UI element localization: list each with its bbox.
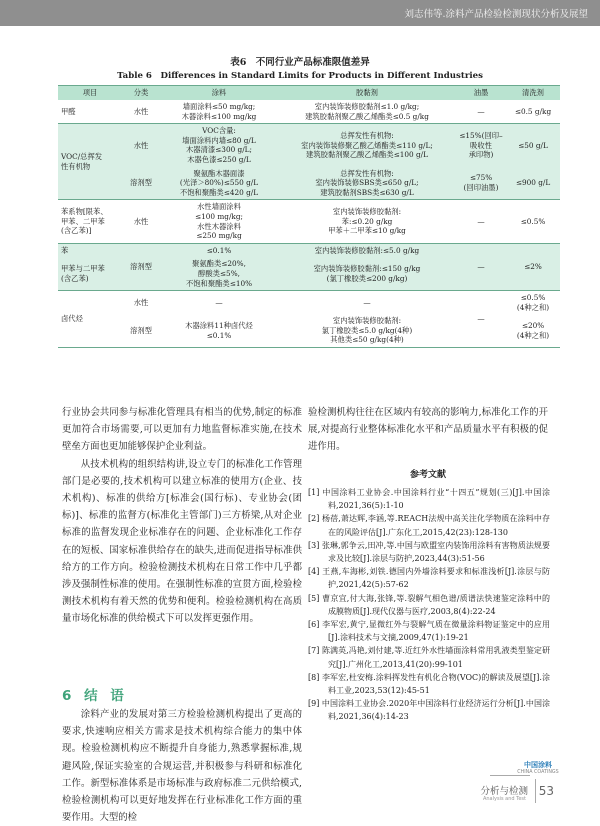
cell-line: ≤100 mg/kg; xyxy=(195,211,243,221)
running-head-text: 刘志伟等.涂料产品检验检测现状分析及展望 xyxy=(404,9,588,20)
reference-item: [6] 李军宏,黄宁,显微红外与裂解气质在微量涂料物证鉴定中的应用[J].涂料技术与文摘,2009,47(1):19-21 xyxy=(308,620,550,643)
cell-ink xyxy=(456,124,506,167)
cell-coating xyxy=(160,124,278,167)
reference-item: [9] 中国涂料工业协会.2020年中国涂料行业经济运行分析[J].中国涂料,2021,36(4):14-23 xyxy=(308,699,550,722)
cell-line: 醇酸类≤5%, xyxy=(198,268,240,278)
cell-line: ≤0.5% xyxy=(520,293,546,303)
cell-item: 苯 xyxy=(58,243,122,257)
cell-ink: — xyxy=(456,291,506,348)
cell-line: (4种之和) xyxy=(516,302,550,312)
journal-logo xyxy=(516,760,560,775)
cell-adhesive xyxy=(278,167,456,200)
reference-item: [2] 杨蓓,萧达辉,李涵,等.REACH法规中高关注化学物质在涂料中存在的风险评估[J].广东化工,2015,42(23):128-130 xyxy=(308,514,550,537)
reference-item: [4] 王燕,车海彬,刘铁.德国内外墙涂料要求和标准浅析[J].涂层与防护,2021,42(5):57-62 xyxy=(308,567,550,590)
cell-cleaner: ≤900 g/L xyxy=(506,167,560,200)
cell-line: 墙面涂料内墙≤80 g/L xyxy=(182,135,256,145)
cell-line: 木器色漆≤250 g/L xyxy=(187,154,251,164)
cell-line: (含乙苯) xyxy=(61,273,89,283)
cell-line: 木器清漆≤300 g/L; xyxy=(186,145,252,155)
cell-class: 溶剂型 xyxy=(122,243,160,290)
reference-item: [7] 陈满英,冯艳,刘付建,等.近红外水性墙面涂料常用乳液类型鉴定研究[J].广州化工,2013,41(20):99-101 xyxy=(308,646,550,669)
table-row xyxy=(58,124,560,167)
cell-line: 性有机物 xyxy=(61,161,91,171)
cell-line: ≤20% xyxy=(521,321,545,331)
references-heading: 参考文献 xyxy=(409,470,446,480)
cell-coating xyxy=(160,167,278,200)
cell-adhesive xyxy=(278,100,456,124)
footer-rule xyxy=(490,775,530,776)
table-row xyxy=(58,243,560,257)
cell-line: 墙面涂料≤50 mg/kg; xyxy=(182,102,256,111)
table-caption-en: Table 6 Differences in Standard Limits for Products in Different Industries xyxy=(117,71,483,81)
cell-cleaner: ≤50 g/L xyxy=(506,124,560,167)
cell-item xyxy=(58,200,122,243)
cell-line: 室内装饰装修聚乙酸乙烯酯类≤110 g/L; xyxy=(301,140,433,150)
cell-line: 甲苯、二甲苯 xyxy=(61,216,105,226)
cell-line: 苯系物[限苯、 xyxy=(61,207,108,217)
cell-line: 苯:≤0.20 g/kg xyxy=(341,216,393,226)
cell-line: ≤0.1% xyxy=(206,330,232,340)
cell-line: 承印物) xyxy=(468,150,494,160)
cell-adhesive: 室内装饰装修胶黏剂:≤5.0 g/kg xyxy=(278,243,456,257)
reference-item: [1] 中国涂料工业协会.中国涂料行业“十四五”规划(三)[J].中国涂料,2021,36(5):1-10 xyxy=(308,488,550,511)
cell-class: 水性 xyxy=(122,124,160,167)
cell-line: 水性墙面涂料 xyxy=(197,202,241,212)
paragraph: 行业协会共同参与标准化管理具有相当的优势,制定的标准更加符合市场需要,可以更加有力地监督标准实施,在技术壁垒方面也更加能够保护企业利益。 xyxy=(62,407,302,453)
cell-coating xyxy=(160,314,278,347)
cell-item xyxy=(58,257,122,290)
cell-line: 建筑胶黏剂聚乙酸乙烯酯类≤100 g/L xyxy=(306,150,428,160)
cell-line: 氯丁橡胶类≤5.0 g/kg(4种) xyxy=(321,325,413,335)
cell-line: 吸收性 xyxy=(470,140,492,150)
cell-item xyxy=(58,124,122,200)
col-header-item: 项目 xyxy=(58,86,122,101)
cell-cleaner: ≤2% xyxy=(506,243,560,290)
table-row xyxy=(58,167,560,200)
standards-table xyxy=(58,85,560,348)
cell-adhesive: — xyxy=(278,291,456,315)
col-header-cleaner: 清洗剂 xyxy=(506,86,560,101)
cell-line: 木器涂料≤100 mg/kg xyxy=(181,111,257,121)
table-row xyxy=(58,100,560,124)
cell-line: (回印油墨) xyxy=(463,182,499,192)
paragraph: 涂料产业的发展对第三方检验检测机构提出了更高的要求,快速响应相关方需求是技术机构综合能力的集中体现。检验检测机构应不断提升自身能力,熟悉掌握标准,规避风险,保证实验室的合规运营,并积极参与科研和标准化工作。新型标准体系是市场标准与政府标准二元供给模式,检验检测机构可以更好地发挥在行业标准化工作方面的重要作用。大型的检 xyxy=(62,709,302,824)
reference-item: [8] 李军宏,杜安梅.涂料挥发性有机化合物(VOC)的解读及展望[J].涂料工业,2023,53(12):45-51 xyxy=(308,672,550,696)
cell-line: 建筑胶黏剂聚乙酸乙烯酯类≤0.5 g/kg xyxy=(305,111,429,121)
cell-cleaner xyxy=(506,291,560,315)
paragraph: 从技术机构的组织结构讲,设立专门的标准化工作管理部门是必要的,技术机构可以建立标准的使用方(企业、技术机构)、标准的供给方[标准会(国行标)、专业协会(团标)]、标准的监督方(标准化主管部门)三方桥梁,从对企业标准的监督发现企业标准存在的问题、企业标准化工作存在的短板、国家标准供给存在的缺失,进而促进指导标准供给方的工作方向。检验检测技术机构在日常工作中几乎都涉及强制性标准的使用。在强制性标准的宣贯方面,检验检测技术机构有着天然的优势和便利。检验检测机构在高质量市场化标准的供给模式下可以发挥更强作用。 xyxy=(62,458,302,625)
cell-line: (光泽＞80%)≤550 g/L xyxy=(179,178,259,188)
paragraph: 验检测机构往往在区域内有较高的影响力,标准化工作的开展,对提高行业整体标准化水平和产品质量水平有积极的促进作用。 xyxy=(308,407,548,453)
cell-ink: — xyxy=(456,243,506,290)
cell-line: VOC含量: xyxy=(202,126,236,136)
cell-line: 室内装饰装修胶黏剂: xyxy=(332,207,402,217)
cell-line: 总挥发性有机物: xyxy=(340,130,394,140)
body-left-column xyxy=(62,404,302,628)
cell-class: 水性 xyxy=(122,100,160,124)
cell-item: 卤代烃 xyxy=(58,291,122,348)
cell-coating xyxy=(160,100,278,124)
col-header-ink: 油墨 xyxy=(456,86,506,101)
cell-line: 甲苯＋二甲苯≤10 g/kg xyxy=(328,226,406,236)
table-caption-zh: 表6 不同行业产品标准限值差异 xyxy=(230,57,370,68)
cell-ink: — xyxy=(456,100,506,124)
logo-text: 中国涂料 xyxy=(524,761,552,769)
cell-line: VOC/总挥发 xyxy=(61,152,103,162)
cell-class: 水性 xyxy=(122,200,160,243)
col-header-coating: 涂料 xyxy=(160,86,278,101)
section-heading: 6 结 语 xyxy=(62,688,128,704)
cell-line: 甲苯与二甲苯 xyxy=(61,264,105,274)
cell-line: 总挥发性有机物: xyxy=(340,168,394,178)
footer-journal-name: 分析与检测 xyxy=(480,786,528,797)
cell-line: 其他类≤50 g/kg(4种) xyxy=(330,335,404,345)
cell-class: 水性 xyxy=(122,291,160,315)
cell-cleaner: ≤0.5% xyxy=(506,200,560,243)
cell-cleaner xyxy=(506,314,560,347)
cell-adhesive xyxy=(278,257,456,290)
cell-line: (4种之和) xyxy=(516,330,550,340)
cell-line: (含乙苯)] xyxy=(61,226,92,236)
cell-adhesive xyxy=(278,314,456,347)
cell-line: ≤75% xyxy=(469,173,493,183)
cell-cleaner: ≤0.5 g/kg xyxy=(506,100,560,124)
cell-item: 甲醛 xyxy=(58,100,122,124)
table-row xyxy=(58,200,560,243)
cell-line: 聚氨酯类≤20%, xyxy=(192,259,246,269)
page-number: 53 xyxy=(538,784,554,798)
table-header-row xyxy=(58,86,560,101)
running-header xyxy=(0,0,600,26)
cell-line: ≤15%(回印– xyxy=(459,130,503,140)
col-header-adhesive: 胶黏剂 xyxy=(278,86,456,101)
cell-line: 室内装饰装修胶黏剂:≤150 g/kg xyxy=(313,264,421,274)
cell-coating xyxy=(160,200,278,243)
reference-item: [5] 曹京宜,付大海,张锋,等.裂解气相色谱/质谱法快速鉴定涂料中的成膜物质[J].现代仪器与医疗,2003,8(4):22-24 xyxy=(308,593,550,616)
cell-line: 聚氨酯木器面漆 xyxy=(193,168,245,178)
cell-line: 室内装饰装修SBS类≤650 g/L; xyxy=(315,178,419,188)
reference-list xyxy=(308,486,550,724)
cell-line: 建筑胶黏剂SBS类≤630 g/L xyxy=(320,187,414,197)
cell-line: 室内装饰装修胶黏剂≤1.0 g/kg; xyxy=(314,102,420,111)
cell-ink xyxy=(456,167,506,200)
footer-journal-name-en: Analysis and Test xyxy=(482,796,526,802)
cell-class: 溶剂型 xyxy=(122,167,160,200)
col-header-class: 分类 xyxy=(122,86,160,101)
cell-line: 木器涂料11种卤代烃 xyxy=(185,321,253,331)
cell-line: 室内装饰装修胶黏剂: xyxy=(332,316,402,326)
reference-item: [3] 张琳,郭争云,田冲,等.中国与欧盟室内装饰用涂料有害物质法规要求及比较[J].涂层与防护,2023,44(3):51-56 xyxy=(308,540,550,564)
logo-subtext: CHINA COATINGS xyxy=(517,770,559,775)
page-footer xyxy=(470,775,600,814)
conclusion-text xyxy=(62,706,302,826)
cell-class: 溶剂型 xyxy=(122,314,160,347)
cell-line: 不饱和聚酯类≤420 g/L xyxy=(179,187,259,197)
cell-line: 不饱和聚酯类≤10% xyxy=(185,278,253,288)
cell-adhesive xyxy=(278,124,456,167)
cell-coating: — xyxy=(160,291,278,315)
table-row xyxy=(58,291,560,315)
cell-adhesive xyxy=(278,200,456,243)
cell-coating: ≤0.1% xyxy=(160,243,278,257)
cell-ink: — xyxy=(456,200,506,243)
cell-line: ≤250 mg/kg xyxy=(196,231,242,241)
body-right-column xyxy=(308,404,548,456)
cell-line: (氯丁橡胶类≤200 g/kg) xyxy=(326,273,408,283)
cell-coating xyxy=(160,257,278,290)
cell-line: 水性木器涂料 xyxy=(197,221,241,231)
